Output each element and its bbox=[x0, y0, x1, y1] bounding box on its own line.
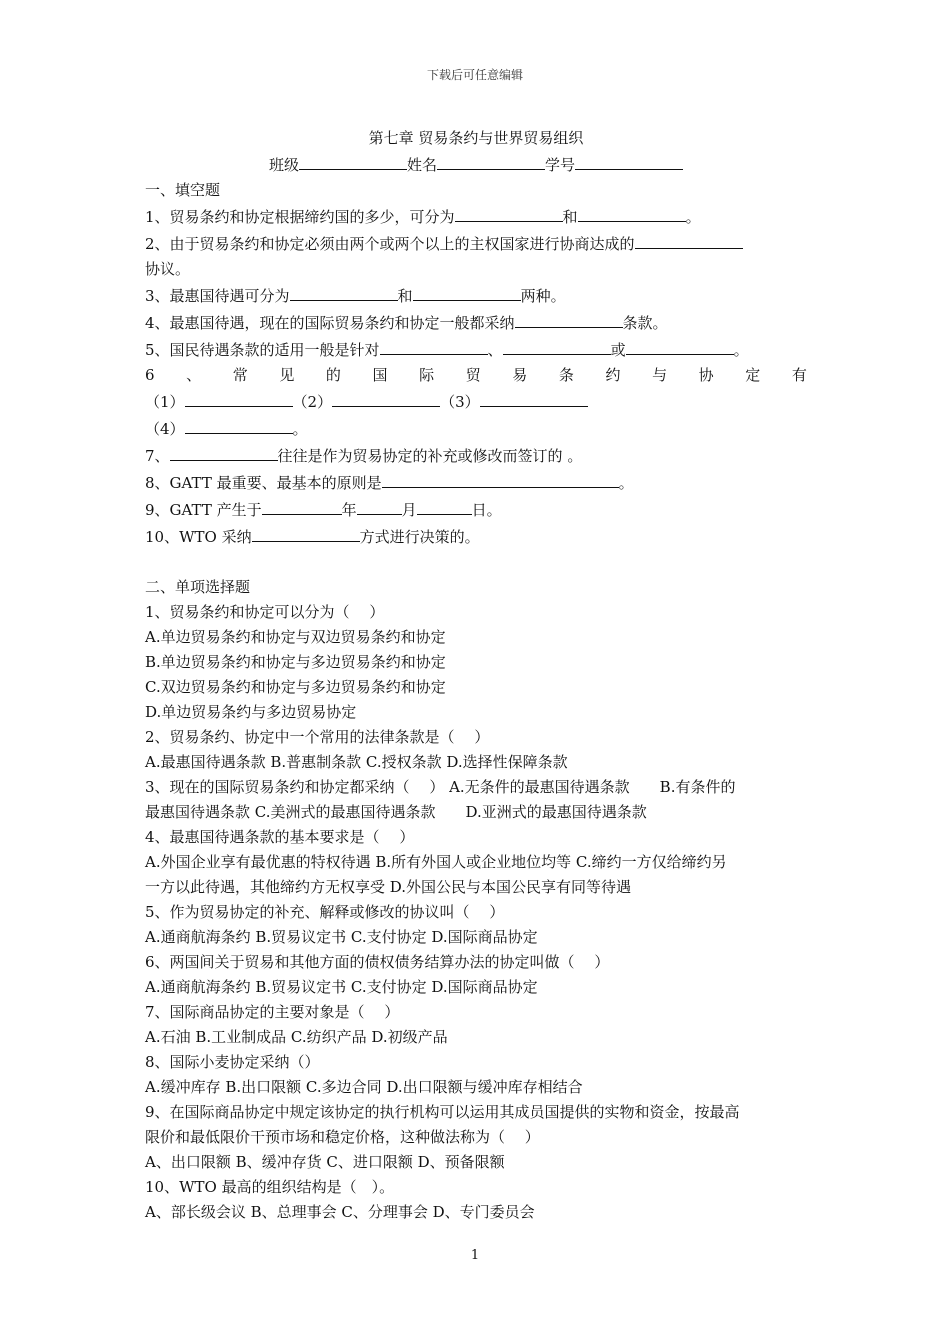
q9-day-blank[interactable] bbox=[417, 496, 472, 515]
q6-char: 与 bbox=[652, 366, 668, 384]
q6-blank-2[interactable] bbox=[332, 388, 440, 407]
choice-line: 最惠国待遇条款 C.美洲式的最惠国待遇条款 D.亚洲式的最惠国待遇条款 bbox=[145, 803, 647, 821]
choice-line: 9、在国际商品协定中规定该协定的执行机构可以运用其成员国提供的实物和资金，按最高 bbox=[145, 1103, 740, 1121]
q6-option-3: （3） bbox=[440, 393, 480, 411]
choice-line: B.单边贸易条约和协定与多边贸易条约和协定 bbox=[145, 653, 446, 671]
fill-question-3 bbox=[145, 282, 807, 309]
q10-text: 10、WTO 采纳 bbox=[145, 528, 252, 546]
fill-question-9 bbox=[145, 496, 807, 523]
q8-end: 。 bbox=[618, 474, 634, 492]
q5-text: 5、国民待遇条款的适用一般是针对 bbox=[145, 341, 380, 359]
fill-question-4 bbox=[145, 309, 807, 336]
choice-line: 7、国际商品协定的主要对象是（ ） bbox=[145, 1003, 400, 1021]
fill-question-6 bbox=[145, 363, 807, 388]
q6-end: 。 bbox=[292, 420, 308, 438]
choice-line: A.缓冲库存 B.出口限额 C.多边合同 D.出口限额与缓冲库存相结合 bbox=[145, 1078, 583, 1096]
document-title: 第七章 贸易条约与世界贸易组织 bbox=[368, 129, 584, 147]
q5-blank-2[interactable] bbox=[503, 336, 611, 355]
header-note: 下载后可任意编辑 bbox=[426, 68, 523, 82]
fill-question-6-options bbox=[145, 388, 807, 415]
choice-line: 限价和最低限价干预市场和稳定价格，这种做法称为（ ） bbox=[145, 1128, 540, 1146]
choice-line: A.单边贸易条约和协定与双边贸易条约和协定 bbox=[145, 628, 446, 646]
q6-blank-3[interactable] bbox=[480, 388, 588, 407]
q4-text: 4、最惠国待遇，现在的国际贸易条约和协定一般都采纳 bbox=[145, 314, 515, 332]
q6-char: 、 bbox=[186, 366, 202, 384]
q2-blank[interactable] bbox=[635, 230, 743, 249]
q4-blank[interactable] bbox=[515, 309, 623, 328]
q6-char: 际 bbox=[419, 366, 435, 384]
q6-option-4: （4） bbox=[145, 420, 185, 438]
fill-question-10 bbox=[145, 523, 807, 550]
q6-char: 常 bbox=[232, 366, 248, 384]
q6-char: 定 bbox=[745, 366, 761, 384]
q6-char: 的 bbox=[325, 366, 341, 384]
q3-text: 3、最惠国待遇可分为 bbox=[145, 287, 290, 305]
choice-line: A.通商航海条约 B.贸易议定书 C.支付协定 D.国际商品协定 bbox=[145, 928, 538, 946]
q9-month-blank[interactable] bbox=[357, 496, 402, 515]
q6-option-1: （1） bbox=[145, 393, 185, 411]
section1-heading: 一、填空题 bbox=[145, 181, 221, 199]
q6-char: 易 bbox=[512, 366, 528, 384]
q5-blank-1[interactable] bbox=[380, 336, 488, 355]
fill-question-5 bbox=[145, 336, 807, 363]
choice-line: A.通商航海条约 B.贸易议定书 C.支付协定 D.国际商品协定 bbox=[145, 978, 538, 996]
q3-blank-1[interactable] bbox=[290, 282, 398, 301]
q7-end: 往往是作为贸易协定的补充或修改而签订的 。 bbox=[277, 447, 583, 465]
q6-char: 条 bbox=[558, 366, 574, 384]
q7-text: 7、 bbox=[145, 447, 170, 465]
choice-line: 6、两国间关于贸易和其他方面的债权债务结算办法的协定叫做（ ） bbox=[145, 953, 610, 971]
q4-end: 条款。 bbox=[622, 314, 668, 332]
q3-blank-2[interactable] bbox=[413, 282, 521, 301]
q6-blank-4[interactable] bbox=[185, 415, 293, 434]
q9-year-blank[interactable] bbox=[262, 496, 342, 515]
fill-question-1 bbox=[145, 203, 807, 230]
name-label: 姓名 bbox=[406, 156, 437, 174]
class-label: 班级 bbox=[268, 156, 299, 174]
q6-blank-1[interactable] bbox=[185, 388, 293, 407]
q6-char: 约 bbox=[605, 366, 621, 384]
q5-sep2: 或 bbox=[610, 341, 626, 359]
page-number: 1 bbox=[470, 1248, 480, 1263]
choice-line: 2、贸易条约、协定中一个常用的法律条款是（ ） bbox=[145, 728, 490, 746]
fill-question-2 bbox=[145, 230, 807, 257]
q7-blank[interactable] bbox=[170, 442, 278, 461]
id-label: 学号 bbox=[545, 156, 576, 174]
q10-blank[interactable] bbox=[252, 523, 360, 542]
choice-line: 10、WTO 最高的组织结构是（ ）。 bbox=[145, 1178, 395, 1196]
fill-question-2-cont: 协议。 bbox=[145, 260, 191, 278]
q1-end: 。 bbox=[685, 208, 701, 226]
q6-char: 见 bbox=[279, 366, 295, 384]
q6-option-2: （2） bbox=[292, 393, 333, 411]
q9-text: 9、GATT 产生于 bbox=[145, 501, 262, 519]
q8-text: 8、GATT 最重要、最基本的原则是 bbox=[145, 474, 382, 492]
q8-blank[interactable] bbox=[382, 469, 619, 488]
q6-char: 贸 bbox=[465, 366, 481, 384]
choice-line: 一方以此待遇，其他缔约方无权享受 D.外国公民与本国公民享有同等待遇 bbox=[145, 878, 632, 896]
choice-line: 3、现在的国际贸易条约和协定都采纳（ ） A.无条件的最惠国待遇条款 B.有条件的 bbox=[145, 778, 736, 796]
q10-end: 方式进行决策的。 bbox=[359, 528, 480, 546]
q9-month: 月 bbox=[401, 501, 417, 519]
fill-question-6-options-cont bbox=[145, 415, 807, 442]
id-blank[interactable] bbox=[575, 151, 683, 170]
choice-line: C.双边贸易条约和协定与多边贸易条约和协定 bbox=[145, 678, 446, 696]
choice-line: A.石油 B.工业制成品 C.纺织产品 D.初级产品 bbox=[145, 1028, 448, 1046]
q9-year: 年 bbox=[341, 501, 357, 519]
q5-end: 。 bbox=[733, 341, 749, 359]
choice-line: 4、最惠国待遇条款的基本要求是（ ） bbox=[145, 828, 415, 846]
q6-char: 国 bbox=[372, 366, 388, 384]
q6-char: 协 bbox=[698, 366, 714, 384]
section2-heading: 二、单项选择题 bbox=[145, 578, 251, 596]
q3-mid: 和 bbox=[397, 287, 413, 305]
q6-char: 有 bbox=[791, 366, 807, 384]
choice-line: A、部长级会议 B、总理事会 C、分理事会 D、专门委员会 bbox=[145, 1203, 535, 1221]
choice-line: A.最惠国待遇条款 B.普惠制条款 C.授权条款 D.选择性保障条款 bbox=[145, 753, 568, 771]
choice-line: A.外国企业享有最优惠的特权待遇 B.所有外国人或企业地位均等 C.缔约一方仅给缔约另 bbox=[145, 853, 727, 871]
q5-sep1: 、 bbox=[487, 341, 503, 359]
class-blank[interactable] bbox=[299, 151, 407, 170]
section-gap bbox=[145, 550, 807, 575]
name-blank[interactable] bbox=[437, 151, 545, 170]
choice-line: A、出口限额 B、缓冲存货 C、进口限额 D、预备限额 bbox=[145, 1153, 505, 1171]
q3-end: 两种。 bbox=[520, 287, 566, 305]
choice-line: 8、国际小麦协定采纳（） bbox=[145, 1053, 320, 1071]
q5-blank-3[interactable] bbox=[626, 336, 734, 355]
choice-line: 1、贸易条约和协定可以分为（ ） bbox=[145, 603, 385, 621]
choice-line: D.单边贸易条约与多边贸易协定 bbox=[145, 703, 357, 721]
student-info-line bbox=[145, 151, 807, 178]
q1-blank-1[interactable] bbox=[455, 203, 563, 222]
choice-line: 5、作为贸易协定的补充、解释或修改的协议叫（ ） bbox=[145, 903, 505, 921]
q1-text: 1、贸易条约和协定根据缔约国的多少，可分为 bbox=[145, 208, 455, 226]
q9-day: 日。 bbox=[471, 501, 502, 519]
q1-mid: 和 bbox=[562, 208, 578, 226]
q6-char: 6 bbox=[145, 366, 155, 384]
fill-question-7 bbox=[145, 442, 807, 469]
q2-text: 2、由于贸易条约和协定必须由两个或两个以上的主权国家进行协商达成的 bbox=[145, 235, 635, 253]
fill-question-8 bbox=[145, 469, 807, 496]
document-body bbox=[145, 126, 807, 1225]
q1-blank-2[interactable] bbox=[578, 203, 686, 222]
